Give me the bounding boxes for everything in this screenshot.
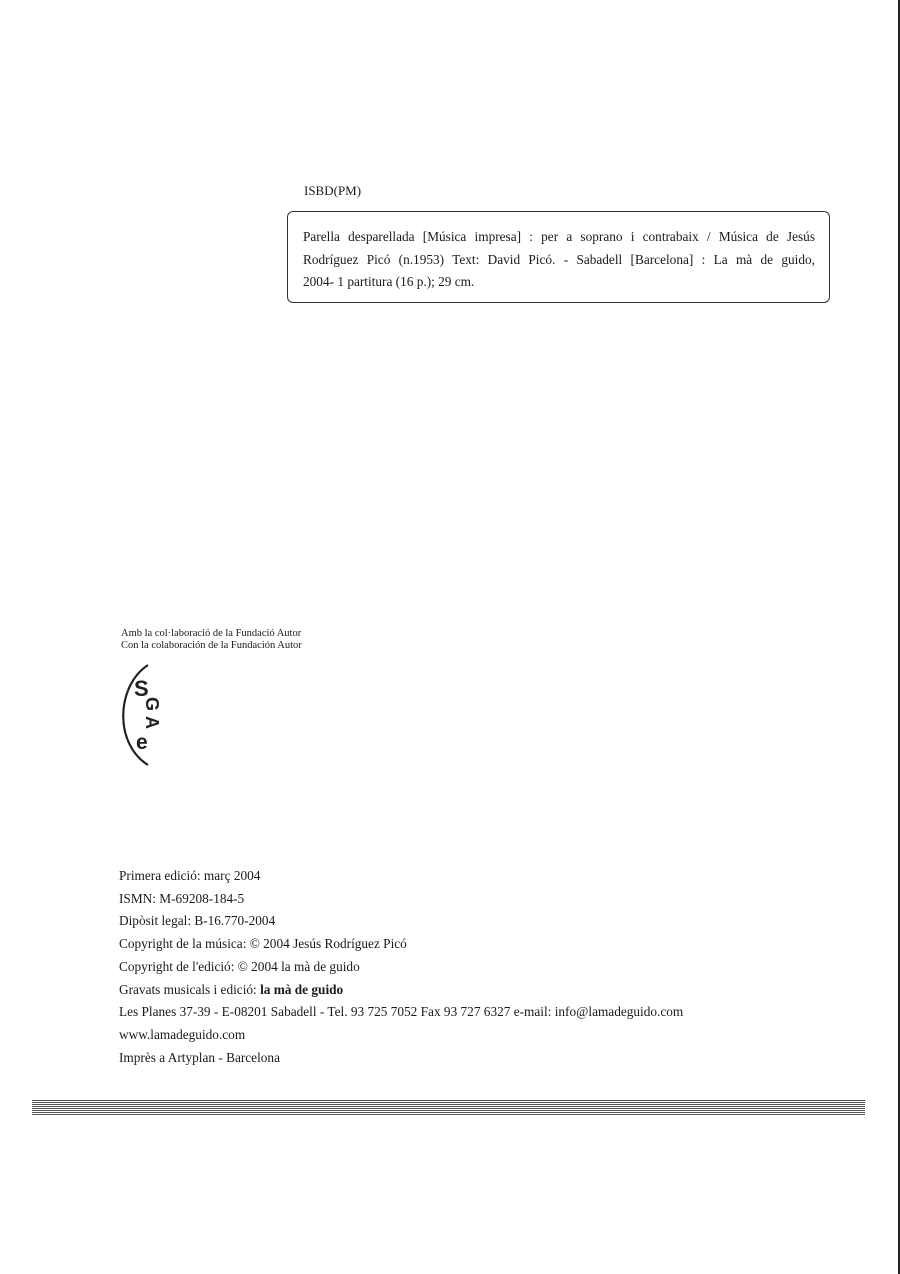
sgae-logo-letter-e: e [136, 731, 148, 754]
legal-deposit: Dipòsit legal: B-16.770-2004 [119, 913, 276, 929]
publisher-address: Les Planes 37-39 - E-08201 Sabadell - Tel. 93 725 7052 Fax 93 727 6327 e-mail: info@lamadeguido.com [119, 1004, 684, 1020]
printer: Imprès a Artyplan - Barcelona [119, 1049, 280, 1065]
isbd-line-2: Rodríguez Picó (n.1953) Text: David Picó. - Sabadell [Barcelona] : La mà de guido, [303, 251, 815, 267]
isbd-catalog-box [287, 211, 830, 303]
sgae-logo [112, 662, 176, 768]
sgae-logo-letter-a: A [142, 716, 162, 729]
edition-copyright: Copyright de l'edició: © 2004 la mà de guido [119, 958, 360, 974]
sgae-logo-letter-g: G [142, 697, 162, 712]
publisher-website: www.lamadeguido.com [119, 1026, 246, 1042]
isbd-label: ISBD(PM) [304, 183, 362, 198]
engraving-label: Gravats musicals i edició: [119, 981, 261, 997]
collaboration-notice [121, 628, 302, 652]
engraving-line [119, 979, 683, 1002]
collaboration-spanish: Con la colaboración de la Fundación Autor [121, 640, 302, 651]
first-edition: Primera edició: març 2004 [119, 868, 261, 883]
music-copyright: Copyright de la música: © 2004 Jesús Rodríguez Picó [119, 936, 407, 952]
collaboration-catalan: Amb la col·laboració de la Fundació Autor [121, 628, 302, 639]
footer-rule [32, 1100, 865, 1116]
engraving-publisher: la mà de guido [260, 981, 344, 997]
isbd-line-3: 2004- 1 partitura (16 p.); 29 cm. [303, 274, 475, 289]
edition-credits [119, 865, 683, 1069]
sgae-logo-letter-s: S [134, 676, 149, 701]
isbd-line-1: Parella desparellada [Música impresa] : per a soprano i contrabaix / Música de Jesús [303, 229, 815, 244]
ismn: ISMN: M-69208-184-5 [119, 890, 245, 906]
